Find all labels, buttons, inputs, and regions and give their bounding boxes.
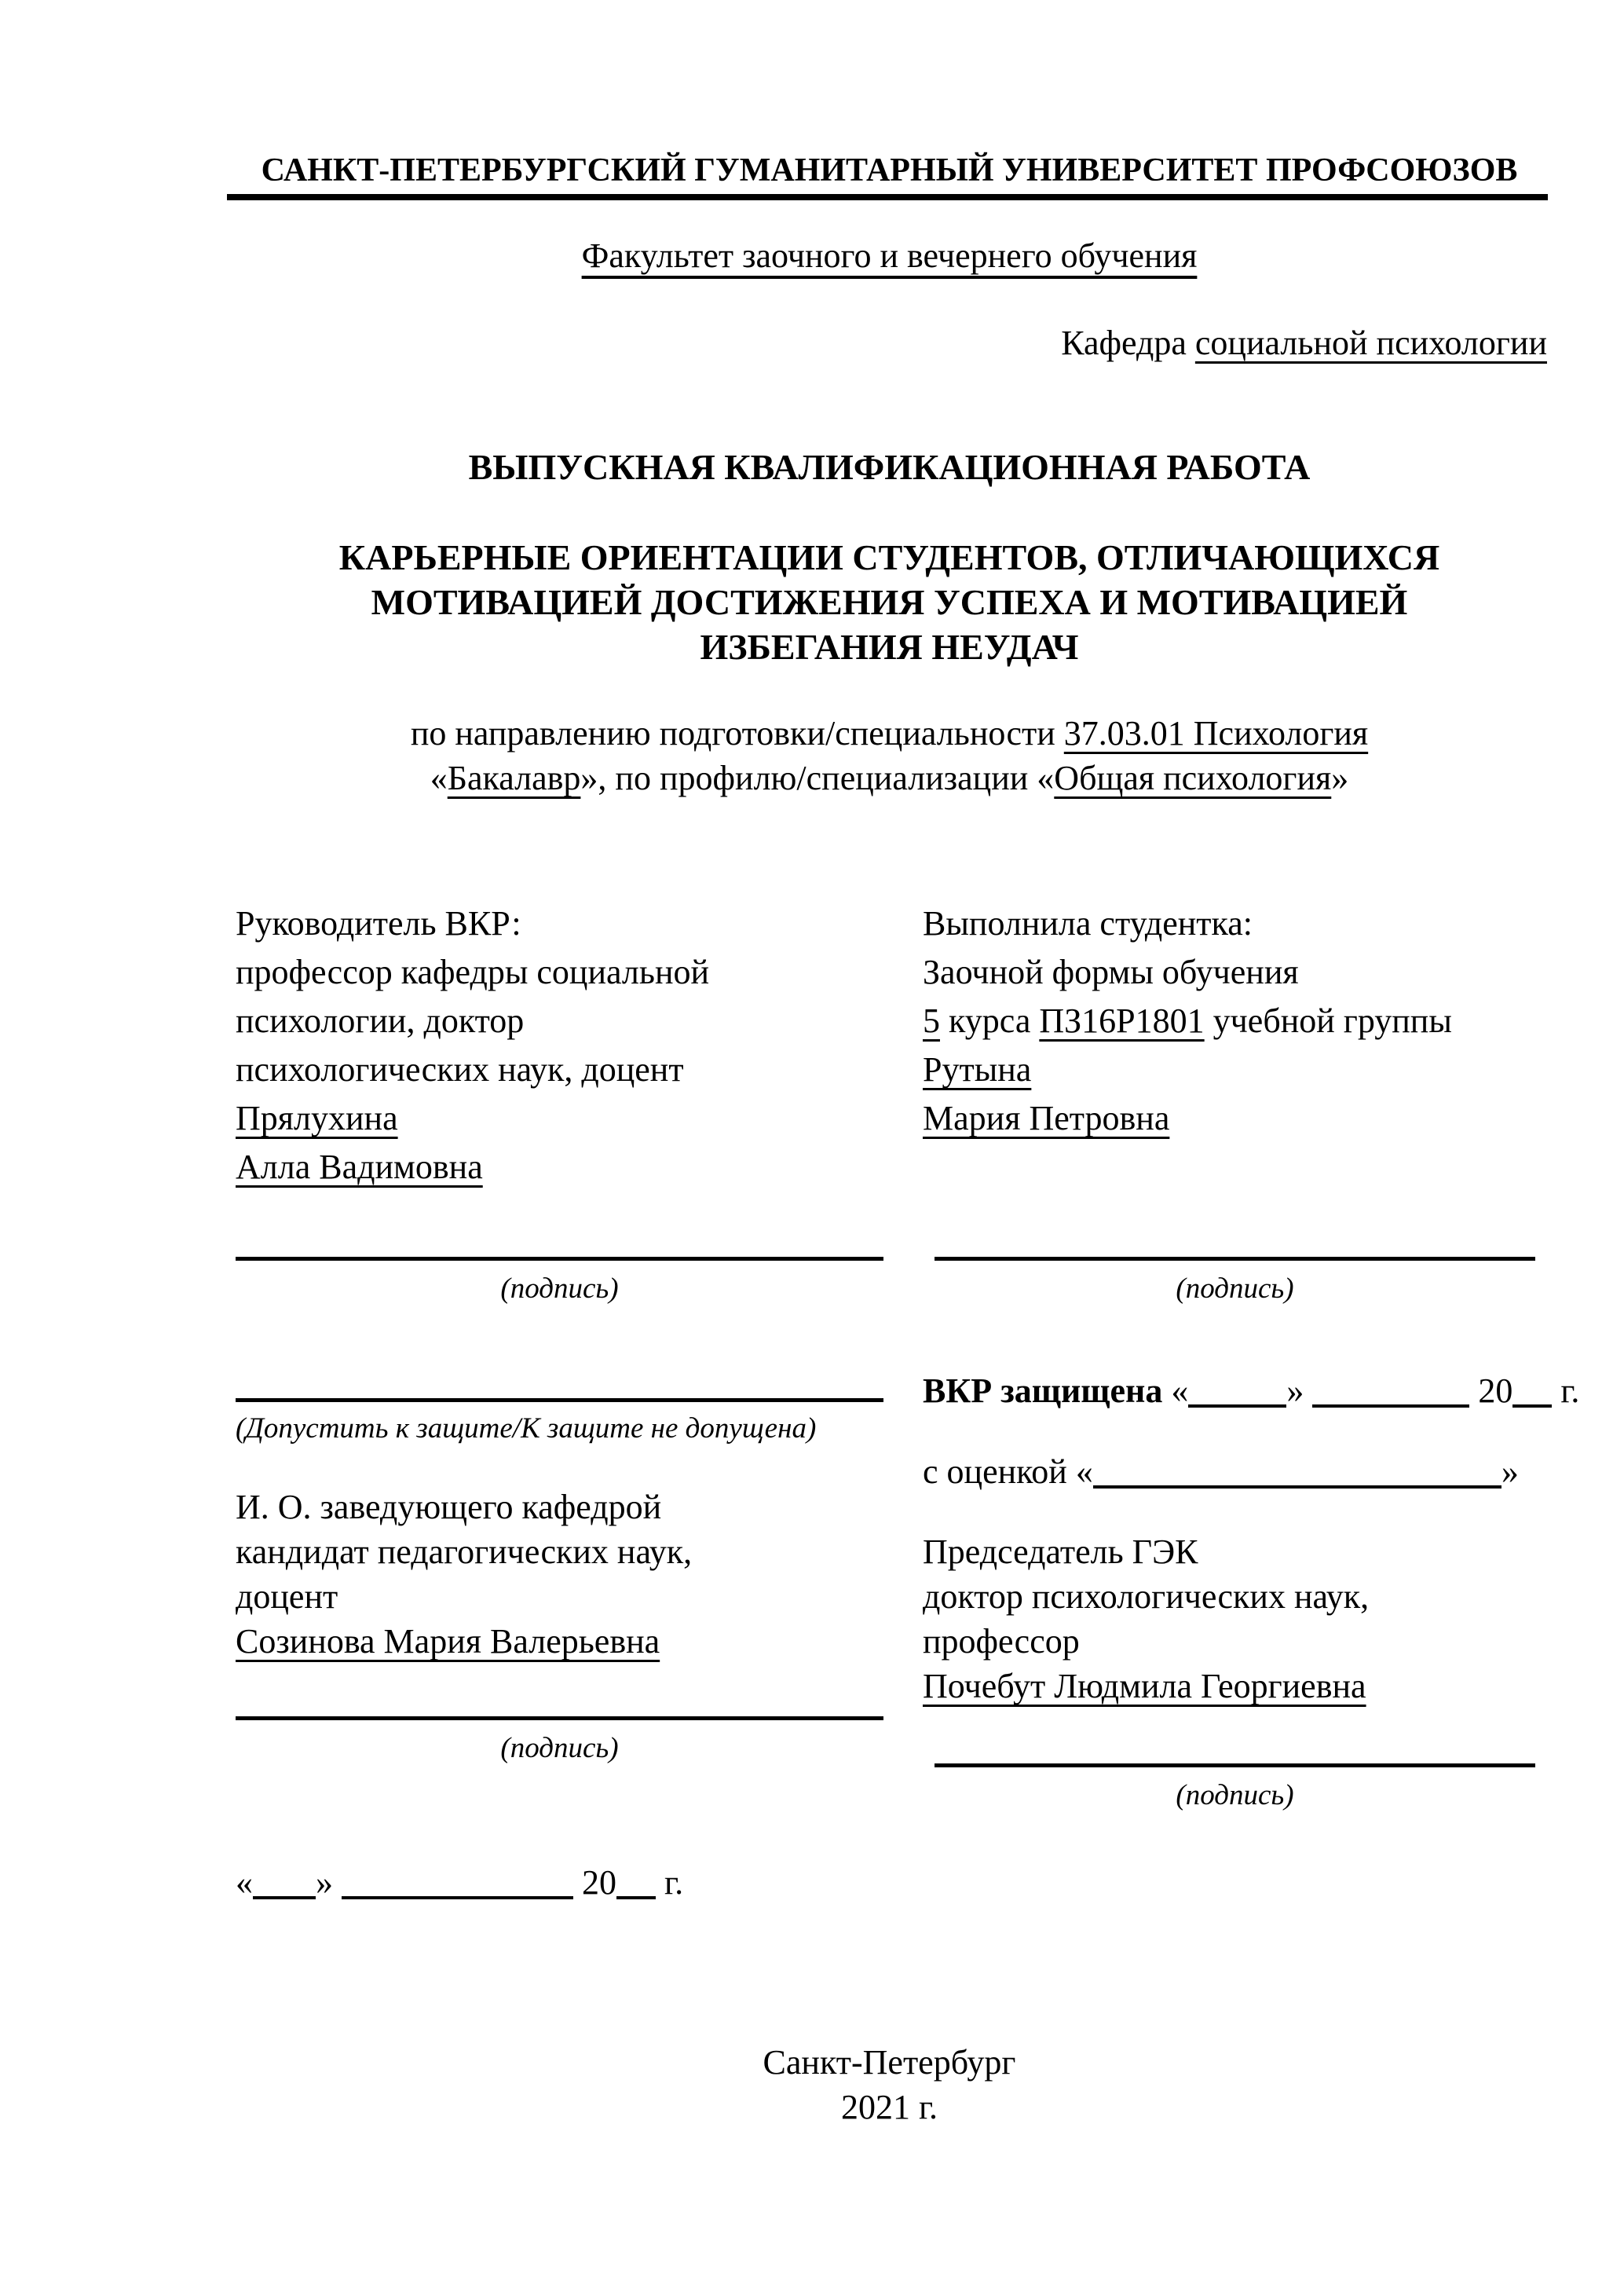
student-signature-caption: (подпись) [1176,1273,1294,1305]
head-position-line: кандидат педагогических наук, [236,1532,693,1571]
admission-date-line [236,1858,683,1907]
student-signature-line [935,1257,1535,1261]
thesis-title-line: МОТИВАЦИЕЙ ДОСТИЖЕНИЯ УСПЕХА И МОТИВАЦИЕЙ [371,582,1408,622]
chairman-signature-line [935,1763,1535,1767]
profile-mid-text: », по профилю/специализации « [580,759,1055,797]
group-label: учебной группы [1213,1002,1452,1040]
profile-value: Общая психология [1054,759,1332,797]
footer-year: 2021 г. [840,2088,938,2126]
date-year-suffix: г. [664,1863,684,1902]
defense-label: ВКР защищена [923,1371,1163,1410]
degree-value: Бакалавр [447,759,581,797]
supervisor-surname: Прялухина [236,1099,398,1137]
admission-decision-line [236,1398,883,1402]
defense-date-line [923,1367,1579,1415]
head-position-line: доцент [236,1577,338,1616]
defense-year-prefix: 20 [1478,1371,1513,1410]
course-number: 5 [923,1002,940,1040]
grade-blank [1093,1484,1501,1489]
supervisor-signature-line [236,1257,883,1261]
student-form-line: Заочной формы обучения [923,953,1299,991]
specialty-block [232,711,1547,800]
close-quote: » [1331,759,1349,797]
supervisor-name: Алла Вадимовна [236,1148,483,1186]
department-label: Кафедра [1061,324,1187,362]
specialty-line [232,711,1547,756]
date-month-blank [342,1895,573,1899]
admission-caption: (Допустить к защите/К защите не допущена) [236,1412,817,1445]
department-value: социальной психологии [1194,324,1547,362]
specialty-prefix: по направлению подготовки/специальности [410,714,1055,753]
chairman-signature-caption: (подпись) [1176,1779,1294,1811]
defense-year-suffix: г. [1560,1371,1580,1410]
header-rule [227,194,1548,200]
date-day-blank [253,1895,316,1899]
defense-day-blank [1188,1403,1286,1408]
student-name: Мария Петровна [923,1099,1170,1137]
course-label: курса [949,1002,1031,1040]
department-line [232,319,1547,368]
chairman-position-line: профессор [923,1622,1080,1661]
student-label: Выполнила студентка: [923,904,1253,943]
student-block [923,899,1551,1143]
defense-month-blank [1312,1403,1469,1408]
student-surname: Рутына [923,1050,1032,1089]
head-signature-caption: (подпись) [500,1732,619,1764]
open-quote: « [1075,1452,1093,1491]
thesis-title-line: КАРЬЕРНЫЕ ОРИЕНТАЦИИ СТУДЕНТОВ, ОТЛИЧАЮЩИХСЯ [338,537,1440,577]
department-head-block [236,1485,911,1664]
head-name: Созинова Мария Валерьевна [236,1622,660,1661]
grade-label: с оценкой [923,1452,1067,1491]
faculty-text: Факультет заочного и вечернего обучения [581,236,1198,275]
chairman-position-line: Председатель ГЭК [923,1532,1198,1571]
date-year-blank [616,1895,656,1899]
grade-line [923,1448,1519,1496]
close-quote: » [1501,1452,1519,1491]
chairman-position-line: доктор психологических наук, [923,1577,1370,1616]
close-quote: » [316,1863,333,1902]
faculty-line [232,232,1547,280]
thesis-title-line: ИЗБЕГАНИЯ НЕУДАЧ [700,627,1079,667]
supervisor-block [236,899,911,1192]
close-quote: » [1286,1371,1304,1410]
university-name: САНКТ-ПЕТЕРБУРГСКИЙ ГУМАНИТАРНЫЙ УНИВЕРСИТЕТ ПРОФСОЮЗОВ [261,152,1518,189]
group-code: ПЗ16Р1801 [1039,1002,1205,1040]
specialty-value: 37.03.01 Психология [1063,714,1369,753]
chairman-name: Почебут Людмила Георгиевна [923,1667,1366,1705]
supervisor-position-line: психологических наук, доцент [236,1050,684,1089]
open-quote: « [236,1863,253,1902]
supervisor-position-line: профессор кафедры социальной [236,953,710,991]
work-type-heading: ВЫПУСКНАЯ КВАЛИФИКАЦИОННАЯ РАБОТА [468,447,1311,487]
chairman-block [923,1529,1551,1708]
defense-year-blank [1512,1403,1552,1408]
footer-city: Санкт-Петербург [763,2043,1016,2082]
supervisor-signature-caption: (подпись) [500,1273,619,1305]
footer-block [232,2040,1547,2129]
supervisor-label: Руководитель ВКР: [236,904,521,943]
open-quote: « [430,759,448,797]
date-year-prefix: 20 [582,1863,616,1902]
open-quote: « [1171,1371,1189,1410]
profile-line [232,756,1547,800]
thesis-title [232,535,1547,669]
supervisor-position-line: психологии, доктор [236,1002,525,1040]
head-position-line: И. О. заведующего кафедрой [236,1488,662,1526]
student-group-line [923,997,1551,1045]
head-signature-line [236,1716,883,1720]
